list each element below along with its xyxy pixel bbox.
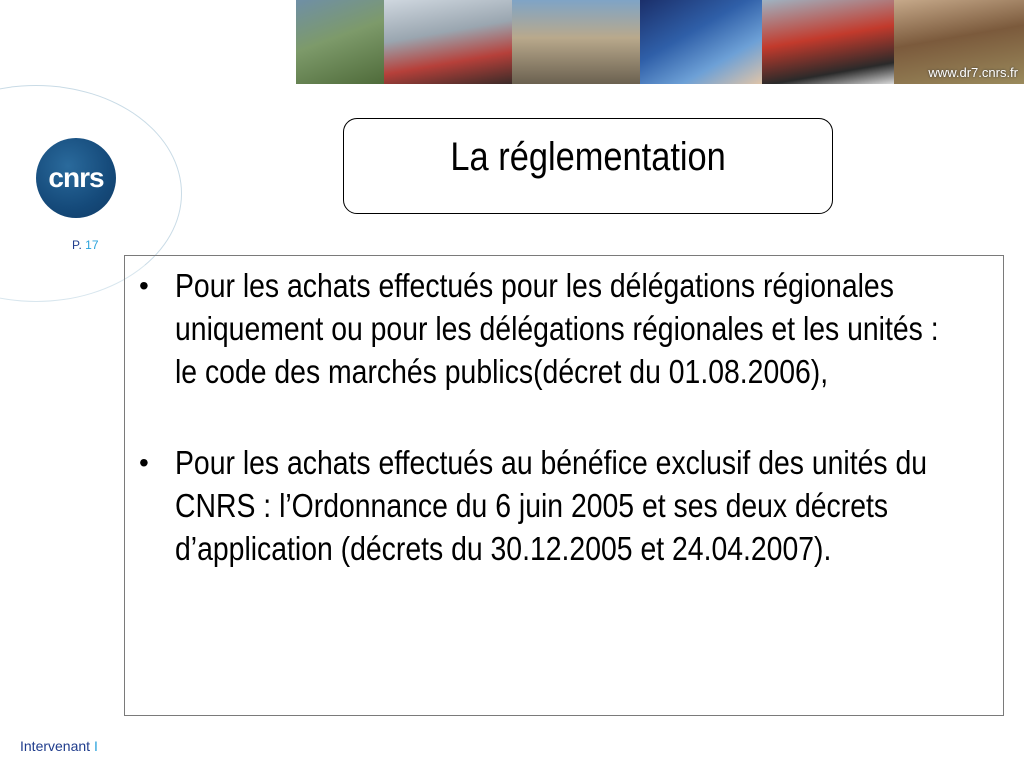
website-url: www.dr7.cnrs.fr xyxy=(928,65,1018,80)
microscope-photo xyxy=(640,0,762,84)
header-photo-banner xyxy=(296,0,1024,84)
bullet-text: Pour les achats effectués pour les délégations régionales uniquement ou pour les délégations régionales et les unités : le code des marchés publics(décret du 01.08.2006), xyxy=(175,267,939,390)
bullet-item xyxy=(125,264,1003,393)
bullet-list xyxy=(125,264,1003,618)
footer-label: Intervenant xyxy=(20,738,91,754)
bullet-text: Pour les achats effectués au bénéfice exclusif des unités du CNRS : l’Ordonnance du 6 juin 2005 et ses deux décrets d’application (décrets du 30.12.2005 et 24.04.2007). xyxy=(175,444,928,567)
lab-photo xyxy=(384,0,512,84)
beach-research-photo xyxy=(512,0,640,84)
bullet-dot-icon: • xyxy=(139,447,149,478)
title-box xyxy=(343,118,833,214)
penguin-research-photo xyxy=(762,0,894,84)
page-number xyxy=(72,238,99,252)
page-prefix: P. xyxy=(72,238,82,252)
bullet-item xyxy=(125,441,1003,570)
content-box xyxy=(124,255,1004,716)
bullet-dot-icon: • xyxy=(139,270,149,301)
slide-title: La réglementation xyxy=(450,135,726,179)
cnrs-logo xyxy=(36,138,116,218)
field-research-photo xyxy=(296,0,384,84)
logo-text: cnrs xyxy=(48,162,104,193)
footer xyxy=(20,738,98,754)
page-number-value: 17 xyxy=(85,238,99,252)
footer-separator: I xyxy=(93,738,98,754)
